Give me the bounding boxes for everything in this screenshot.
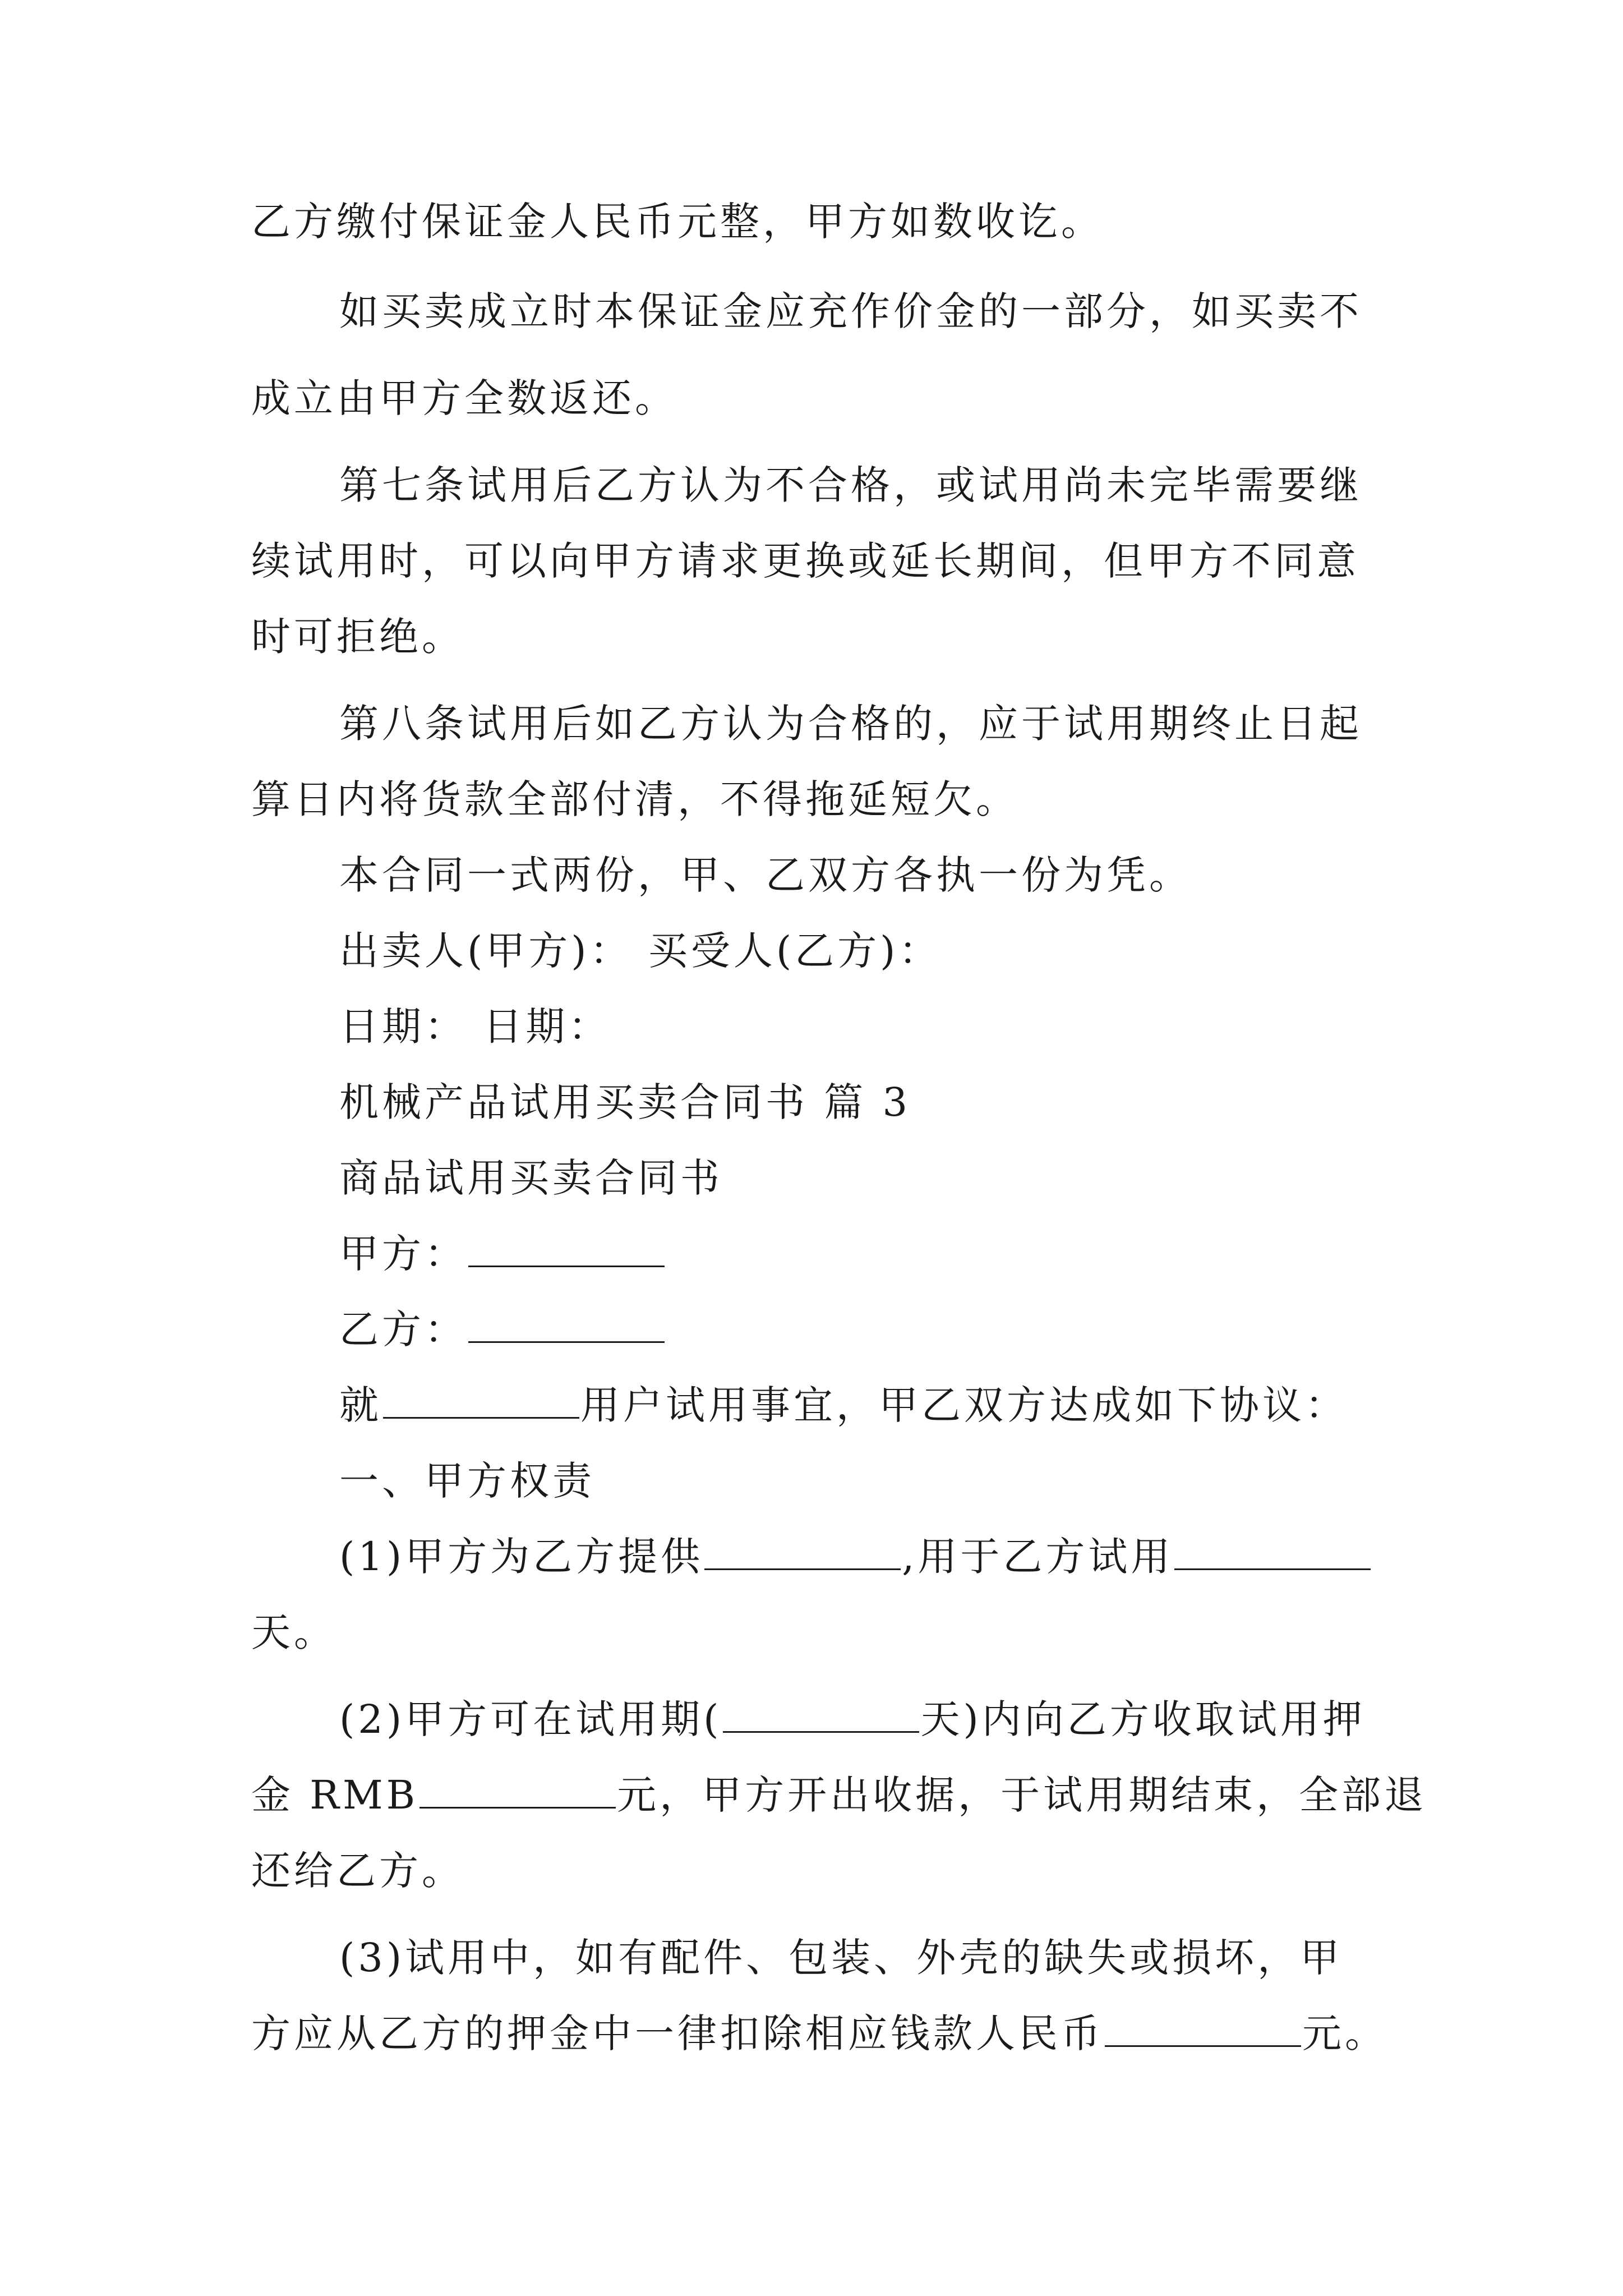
agreement-intro-line bbox=[339, 1377, 1348, 1433]
text-segment: 元，甲方开出收据，于试用期结束，全部退 bbox=[617, 1772, 1427, 1818]
text-segment: 金 RMB bbox=[251, 1772, 419, 1818]
clause-2-line-2 bbox=[251, 1767, 1427, 1823]
section-heading: 机械产品试用买卖合同书 篇 3 bbox=[339, 1079, 911, 1125]
fill-blank bbox=[1174, 1534, 1371, 1570]
clause-1-line bbox=[339, 1529, 1372, 1585]
contract-title: 商品试用买卖合同书 bbox=[339, 1155, 723, 1201]
text-line: 本合同一式两份，甲、乙双方各执一份为凭。 bbox=[339, 852, 1192, 898]
signature-parties-line: 出卖人(甲方)： 买受人(乙方)： bbox=[339, 928, 942, 974]
text-line: 乙方缴付保证金人民币元整，甲方如数收讫。 bbox=[251, 199, 1104, 245]
text-segment: ,用于乙方试用 bbox=[902, 1534, 1174, 1580]
date-line: 日期： 日期： bbox=[339, 1004, 611, 1050]
text-line: 算日内将货款全部付清，不得拖延短欠。 bbox=[251, 776, 1018, 822]
party-a-label: 甲方： bbox=[339, 1231, 467, 1277]
fill-blank bbox=[723, 1696, 919, 1733]
text-segment: (1)甲方为乙方提供 bbox=[339, 1534, 704, 1580]
text-segment: (2)甲方可在试用期( bbox=[339, 1696, 722, 1742]
fill-blank bbox=[1105, 2010, 1301, 2047]
text-segment: 元。 bbox=[1302, 2010, 1387, 2056]
clause-2-line bbox=[339, 1691, 1366, 1747]
text-line: 如买卖成立时本保证金应充作价金的一部分，如买卖不 bbox=[339, 288, 1362, 334]
text-line: (3)试用中，如有配件、包装、外壳的缺失或损坏，甲 bbox=[339, 1935, 1343, 1981]
text-line: 成立由甲方全数返还。 bbox=[251, 375, 677, 421]
party-a-line bbox=[339, 1226, 666, 1282]
text-segment: 天)内向乙方收取试用押 bbox=[920, 1696, 1366, 1742]
text-segment: 就 bbox=[339, 1382, 382, 1428]
fill-blank bbox=[383, 1382, 579, 1419]
party-b-line bbox=[339, 1301, 666, 1358]
party-b-label: 乙方： bbox=[339, 1306, 467, 1352]
text-line: 第七条试用后乙方认为不合格，或试用尚未完毕需要继 bbox=[339, 462, 1362, 508]
text-line: 还给乙方。 bbox=[251, 1848, 464, 1894]
fill-blank bbox=[704, 1534, 901, 1570]
text-line: 天。 bbox=[251, 1609, 336, 1655]
text-line: 续试用时，可以向甲方请求更换或延长期间，但甲方不同意 bbox=[251, 538, 1359, 584]
text-line: 时可拒绝。 bbox=[251, 614, 464, 660]
fill-blank bbox=[468, 1231, 665, 1267]
text-segment: 用户试用事宜，甲乙双方达成如下协议： bbox=[580, 1382, 1348, 1428]
clause-3-line-2 bbox=[251, 2005, 1387, 2062]
fill-blank bbox=[468, 1306, 665, 1343]
section-heading: 一、甲方权责 bbox=[339, 1458, 595, 1504]
text-segment: 方应从乙方的押金中一律扣除相应钱款人民币 bbox=[251, 2010, 1104, 2056]
fill-blank bbox=[419, 1772, 616, 1809]
text-line: 第八条试用后如乙方认为合格的，应于试用期终止日起 bbox=[339, 701, 1362, 747]
